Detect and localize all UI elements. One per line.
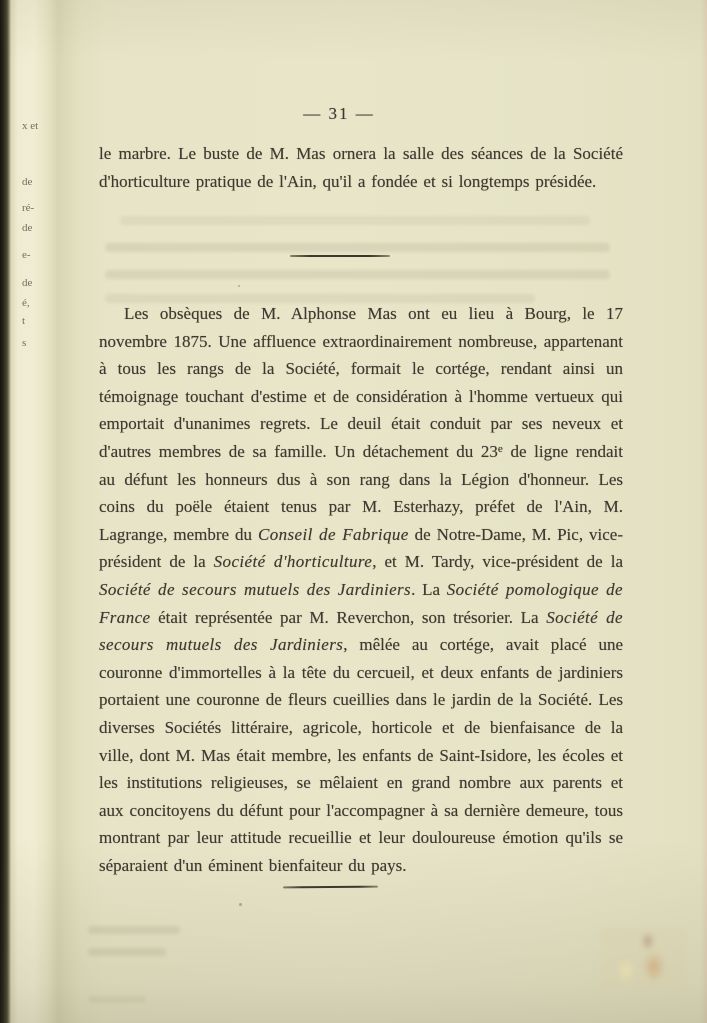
showthrough-line bbox=[88, 926, 180, 934]
italic-text-run: Société pomologique de France bbox=[99, 579, 623, 627]
showthrough-line bbox=[105, 270, 610, 279]
showthrough-line bbox=[105, 243, 610, 252]
paper-speck bbox=[239, 903, 242, 906]
edge-fragment: de bbox=[22, 277, 33, 289]
italic-text-run: Société de secours mutuels des Jardiniers bbox=[99, 607, 623, 655]
edge-fragment: ré- bbox=[22, 202, 35, 214]
italic-text-run: Société d'horticulture bbox=[213, 552, 373, 572]
section-divider bbox=[290, 255, 390, 257]
showthrough-line bbox=[88, 948, 166, 956]
edge-fragment: de bbox=[22, 176, 33, 188]
page-number: — 31 — bbox=[303, 104, 375, 123]
text-run: , et M. Tardy, vice-président de la bbox=[372, 552, 623, 572]
paper-speck bbox=[238, 285, 240, 287]
text-run: Les obsèques de M. Alphonse Mas ont eu lieu à Bourg, le 17 novembre 1875. Une affluence extraordinairement nombreuse, appartenant à tous les rangs de la Société, formait le cortége, rendant ainsi un témoignage touchant d'estime et de considération à l'homme vertueux qui emportait d'unanimes regrets. Le deuil était conduit par ses neveux et d'autres membres de sa famille. Un détachement du 23 bbox=[99, 304, 623, 461]
italic-text-run: Conseil de Fabrique bbox=[257, 524, 409, 544]
text-run: de Notre-Dame, M. Pic, vice-président de la bbox=[99, 524, 623, 572]
edge-fragment: de bbox=[22, 222, 33, 234]
ghost-stain bbox=[600, 927, 687, 991]
opening-paragraph: le marbre. Le buste de M. Mas ornera la salle des séances de la Société d'horticulture pratique de l'Ain, qu'il a fondée et si longtemps présidée. bbox=[99, 144, 623, 191]
main-paragraph bbox=[99, 300, 623, 879]
showthrough-line bbox=[88, 996, 146, 1003]
text-run: était représentée par M. Reverchon, son trésorier. La bbox=[150, 607, 547, 627]
edge-fragment: e- bbox=[22, 249, 31, 261]
showthrough-line bbox=[120, 216, 590, 225]
text-run: , mêlée au cortége, avait placé une couronne d'immortelles à la tête du cercueil, et deux enfants de jardiniers portaient une couronne de fleurs cueillies dans le jardin de la Société. Les diverses Sociétés littéraire, agricole, horticole et de bienfaisance de la ville, dont M. Mas était membre, les enfants de Saint-Isidore, les écoles et les institutions religieuses, se mêlaient en grand nombre aux parents et aux concitoyens du défunt pour l'accompagner à sa dernière demeure, tous montrant par leur attitude recueillie et leur douloureuse émotion qu'ils se séparaient d'un éminent bienfaiteur du pays. bbox=[99, 635, 623, 875]
text-run: . La bbox=[411, 579, 447, 599]
section-divider bbox=[283, 886, 378, 889]
text-run: de ligne rendait au défunt les honneurs dus à son rang dans la Légion d'honneur. Les coins du poële étaient tenus par M. Esterhazy, préfet de l'Ain, M. Lagrange, membre du bbox=[99, 441, 623, 544]
edge-fragment: x et bbox=[22, 120, 39, 132]
edge-fragment: t bbox=[22, 315, 26, 327]
edge-fragment: é, bbox=[22, 297, 30, 309]
italic-text-run: Société de secours mutuels des Jardiniers bbox=[99, 579, 412, 599]
edge-fragment: s bbox=[22, 337, 27, 349]
superscript-text: e bbox=[497, 442, 503, 455]
